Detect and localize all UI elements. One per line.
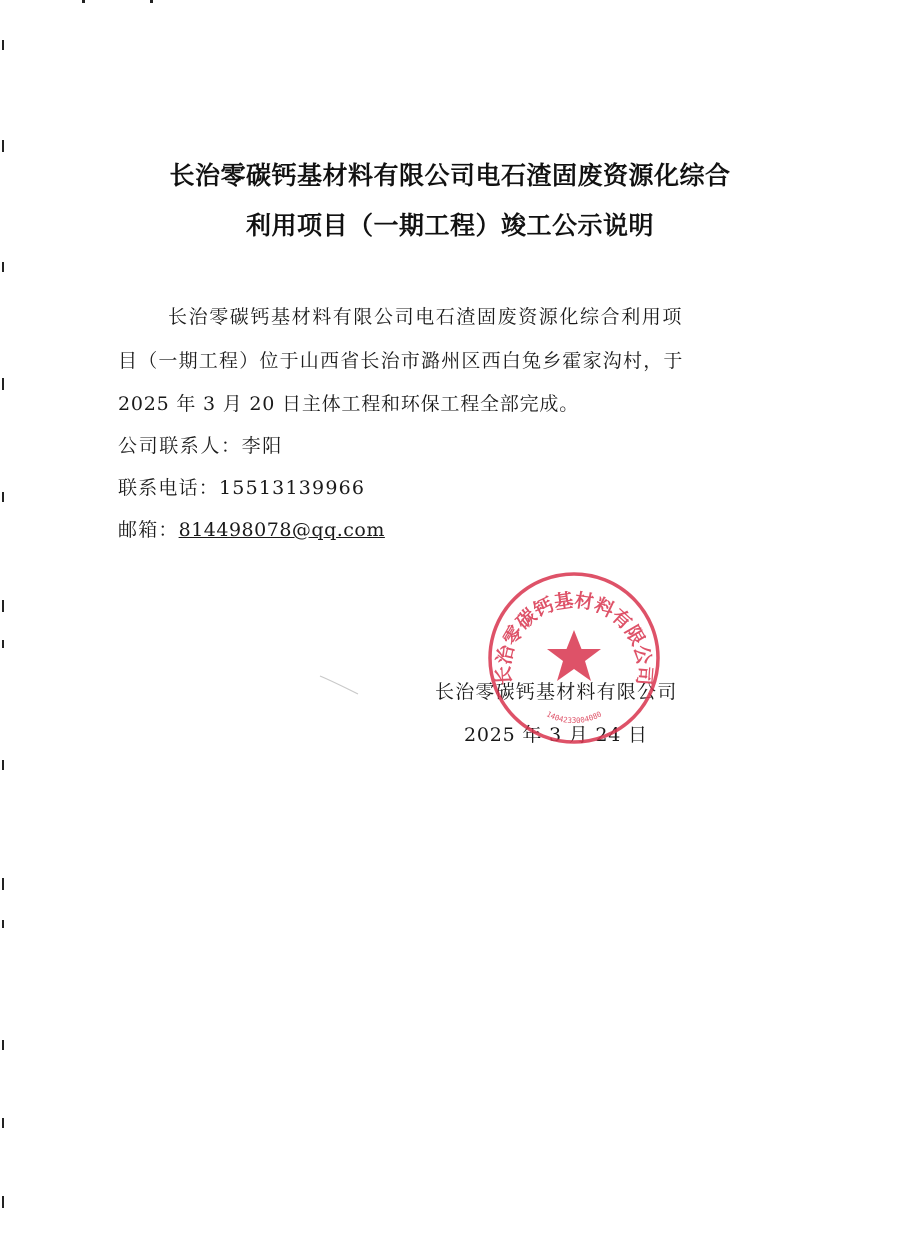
contact-email [118,521,385,540]
contact-email-label: 邮箱： [118,519,179,541]
scan-edge-mark [2,1118,4,1128]
body-paragraph-line-1: 长治零碳钙基材料有限公司电石渣固废资源化综合利用项 [168,306,684,328]
scan-edge-mark [2,878,4,890]
scan-edge-mark [2,1196,4,1208]
contact-person-label: 公司联系人： [118,435,242,457]
seal-code-text: 1404233004080 [544,709,604,726]
scan-edge-mark [2,262,4,272]
body-paragraph-line-3: 2025 年 3 月 20 日主体工程和环保工程全部完成。 [118,393,580,415]
scan-edge-mark [150,0,153,3]
contact-email-link[interactable]: 814498078@qq.com [178,519,385,541]
document-title-line-1: 长治零碳钙基材料有限公司电石渣固废资源化综合 [169,161,731,190]
scan-edge-mark [2,600,4,612]
scan-scratch-mark [318,672,360,696]
signature-company: 长治零碳钙基材料有限公司 [435,681,678,703]
scan-edge-mark [82,0,85,3]
contact-phone [118,479,365,498]
signature-date: 2025 年 3 月 24 日 [464,724,648,746]
document-title-line-2: 利用项目（一期工程）竣工公示说明 [245,211,654,240]
body-paragraph-line-2: 目（一期工程）位于山西省长治市潞州区西白兔乡霍家沟村，于 [118,350,684,372]
scan-edge-mark [2,40,4,50]
scan-edge-mark [2,760,4,770]
scan-edge-mark [2,492,4,502]
contact-person-value: 李阳 [241,435,283,457]
scan-edge-mark [2,140,4,152]
scan-edge-mark [2,640,4,648]
contact-phone-label: 联系电话： [118,477,220,499]
scan-edge-mark [2,1040,4,1050]
scan-edge-mark [2,920,4,928]
star-icon [547,630,601,681]
contact-phone-value: 15513139966 [219,477,366,499]
scan-edge-mark [2,378,4,390]
company-seal [486,570,662,746]
seal-company-text: 长治零碳钙基材料有限公司 [492,589,656,686]
contact-person [118,437,283,456]
